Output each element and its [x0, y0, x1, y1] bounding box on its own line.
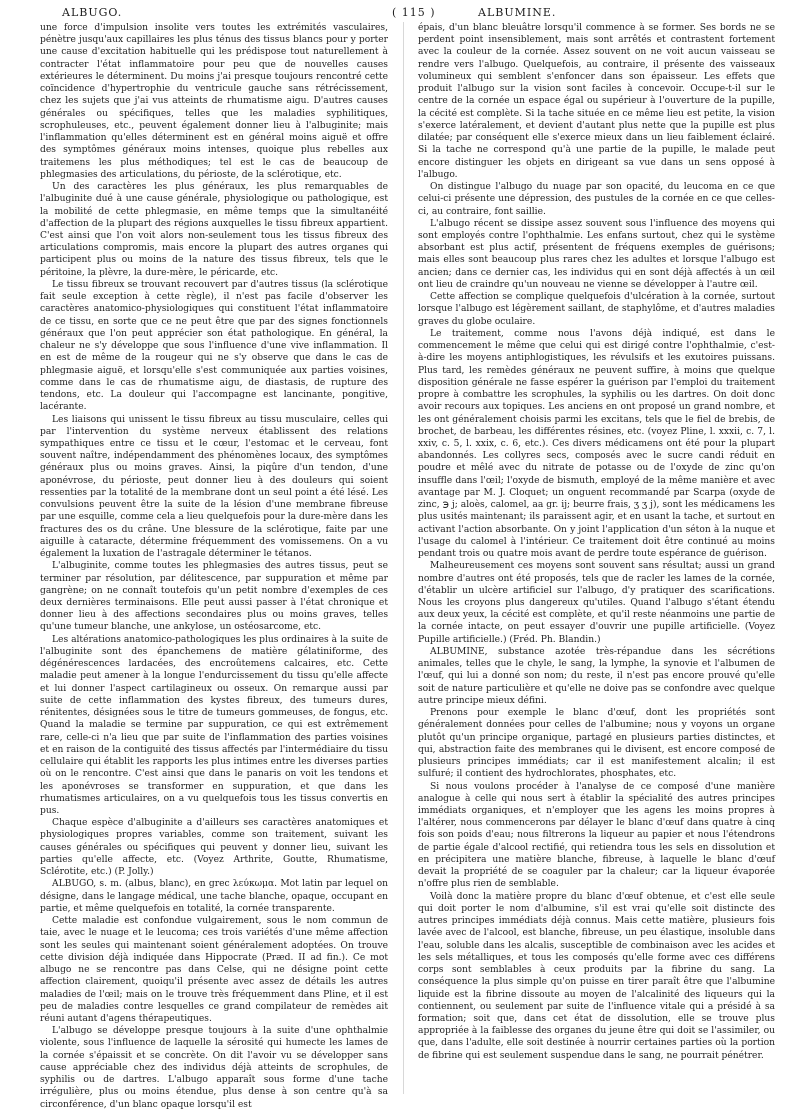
- header-right-title: ALBUMINE.: [478, 6, 557, 19]
- paragraph: Les liaisons qui unissent le tissu fibreux au tissu musculaire, celles qui par l'intervention du système nerveux établissent des relations sympathiques entre ce tissu et le cœur, l'estomac et le cerveau, font souvent naître, indépendamment des phénomènes locaux, des symptômes généraux plus ou moins graves. Ainsi, la piqûre d'un tendon, d'une aponévrose, du périoste, peut donner lieu à des douleurs qui soient ressenties par la totalité de la membrane dont un seul point a été lésé. Les convulsions peuvent être la suite de la lésion d'une membrane fibreuse par une esquille, comme cela a lieu quelquefois pour la dure-mère dans les fractures des os du crâne. Une blessure de la sclérotique, faite par une aiguille à cataracte, détermine fréquemment des vomissemens. On a vu également la luxation de l'astragale déterminer le tétanos.: [40, 414, 388, 560]
- paragraph: Cette maladie est confondue vulgairement, sous le nom commun de taie, avec le nuage et le leucoma; ces trois variétés d'une même affection sont les seules qui maintenant soient généralement adoptées. On trouve cette division déjà indiquée dans Hippocrate (Præd. II ad fin.). Ce mot albugo ne se rencontre pas dans Celse, qui ne désigne point cette affection clairement, quoiqu'il présente avec assez de détails les autres maladies de l'œil; mais on le trouve très fréquemment dans Pline, et il est peu de maladies contre lesquelles ce grand compilateur de remèdes ait réuni autant d'agens thérapeutiques.: [40, 916, 388, 1024]
- column-divider: [403, 22, 404, 1094]
- paragraph: L'albuginite, comme toutes les phlegmasies des autres tissus, peut se terminer par résolution, par délitescence, par suppuration et même par gangrène; on ne connaît toutefois qu'un petit nombre d'exemples de ces deux dernières terminaisons. Elle peut aussi passer à l'état chronique et donner lieu à des affections secondaires plus ou moins graves, telles qu'une tumeur blanche, une ankylose, un ostéosarcome, etc.: [40, 561, 388, 633]
- page-number: ( 115 ): [392, 6, 436, 19]
- paragraph: Voilà donc la matière propre du blanc d'œuf obtenue, et c'est elle seule qui doit porter le nom d'albumine, s'il est vrai qu'elle soit distincte des autres principes immédiats déjà connus. Mais cette matière, plusieurs fois lavée avec de l'alcool, est blanche, fibreuse, un peu élastique, insoluble dans l'eau, soluble dans les alcalis, susceptible de combinaison avec les acides et les sels métalliques, et tous les composés qu'elle forme avec ces différens corps sont semblables à ceux produits par la fibrine du sang. La conséquence la plus simple qu'on puisse en tirer paraît être que l'albumine liquide est la fibrine dissoute au moyen de l'alcalinité des liqueurs qui la contiennent, ou seulement par suite de l'influence vitale qui a présidé à sa formation; soit que, dans cet état de dissolution, elle se trouve plus appropriée à la faiblesse des organes du jeune être qui doit se l'assimiler, ou que, dans l'adulte, elle soit destinée à nourrir certaines parties où la portion de fibrine qui est seulement suspendue dans le sang, ne pourrait pénétrer.: [418, 891, 775, 1061]
- paragraph: Les altérations anatomico-pathologiques les plus ordinaires à la suite de l'albuginite sont des épanchemens de matière gélatiniforme, des dégénérescences lardacées, des encroûtemens calcaires, etc. Cette maladie peut amener à la longue l'endurcissement du tissu qu'elle affecte et lui donner l'aspect cartilagineux ou osseux. On remarque aussi par suite de cette inflammation des kystes fibreux, des tumeurs dures, rénitentes, désignées sous le titre de tumeurs gommeuses, de fongus, etc. Quand la maladie se termine par suppuration, ce qui est extrêmement rare, celle-ci n'a lieu que par suite de l'inflammation des parties voisines et en raison de la contiguité des tissus affectés par l'intermédiaire du tissu cellulaire qui établit les rapports les plus intimes entre les diverses parties où on le rencontre. C'est ainsi que dans le panaris on voit les tendons et les aponévroses se transformer en suppuration, et que dans les rhumatismes articulaires, on a vu quelquefois tous les tissus convertis en pus.: [40, 634, 388, 816]
- paragraph: Malheureusement ces moyens sont souvent sans résultat; aussi un grand nombre d'autres ont été proposés, tels que de racler les lames de la cornée, d'établir un ulcère artificiel sur l'albugo, d'y pratiquer des scarifications. Nous les croyons plus dangereux qu'utiles. Quand l'albugo s'étant étendu aux deux yeux, la cécité est complète, et qu'il reste néanmoins une partie de la cornée intacte, on peut essayer d'ouvrir une pupille artificielle. (Voyez Pupille artificielle.) (Fréd. Ph. Blandin.): [418, 561, 775, 645]
- paragraph: Un des caractères les plus généraux, les plus remarquables de l'albuginite dué à une cause générale, physiologique ou pathologique, est la mobilité de cette phlegmasie, en même temps que la simultanéité d'affection de la plupart des régions auxquelles le tissu fibreux appartient. C'est ainsi que l'on voit alors non-seulement tous les tissus fibreux des articulations compromis, mais encore la plupart des autres organes qui participent plus ou moins de la nature des tissus fibreux, tels que le péritoine, la plèvre, la dure-mère, le péricarde, etc.: [40, 182, 388, 278]
- left-column: [40, 22, 388, 1110]
- paragraph: Le tissu fibreux se trouvant recouvert par d'autres tissus (la sclérotique fait seule exception à cette règle), il n'est pas facile d'observer les caractères anatomico-physiologiques qui constituent l'état inflammatoire de ce tissu, en sorte que ce ne peut être que par des signes fonctionnels généraux que l'on peut apprécier son état pathologique. En général, la chaleur ne s'y développe que sous l'influence d'une vive inflammation. Il en est de même de la rougeur qui ne s'y observe que dans le cas de phlegmasie aiguë, et lorsqu'elle s'est communiquée aux parties voisines, comme dans le cas de rhumatisme aigu, de diastasis, de rupture des tendons, etc. La douleur qui l'accompagne est lancinante, pongitive, lacérante.: [40, 279, 388, 413]
- paragraph: épais, d'un blanc bleuâtre lorsqu'il commence à se former. Ses bords ne se perdent point insensiblement, mais sont arrêtés et contrastent fortement avec la couleur de la cornée. Assez souvent on ne voit aucun vaisseau se rendre vers l'albugo. Quelquefois, au contraire, il présente des vaisseaux volumineux qui semblent s'enfoncer dans son épaisseur. Les effets que produit l'albugo sur la vision sont faciles à concevoir. Occupe-t-il sur le centre de la cornée un espace égal ou supérieur à l'ouverture de la pupille, la cécité est complète. Si la tache située en ce même lieu est petite, la vision s'exerce latéralement, et devient d'autant plus nette que la pupille est plus dilatée; par conséquent elle s'exerce mieux dans un lieu faiblement éclairé. Si la tache ne correspond qu'à une partie de la pupille, le malade peut encore distinguer les objets en dirigeant sa vue dans un sens opposé à l'albugo.: [418, 23, 775, 180]
- paragraph: Prenons pour exemple le blanc d'œuf, dont les propriétés sont généralement données pour celles de l'albumine; nous y voyons un organe plutôt qu'un principe organique, partagé en plusieurs parties distinctes, et qui, abstraction faite des membranes qui le divisent, est encore composé de plusieurs principes immédiats; car il est manifestement alcalin; il est sulfuré; il contient des hydrochlorates, phosphates, etc.: [418, 708, 775, 780]
- paragraph: ALBUGO, s. m. (albus, blanc), en grec λεύκωμα. Mot latin par lequel on désigne, dans le langage médical, une tache blanche, opaque, occupant en partie, et même quelquefois en totalité, la cornée transparente.: [40, 879, 388, 914]
- paragraph: Si nous voulons procéder à l'analyse de ce composé d'une manière analogue à celle qui nous sert à établir la spécialité des autres principes immédiats organiques, et n'employer que les agens les moins propres à l'altérer, nous commencerons par délayer le blanc d'œuf dans quatre à cinq fois son poids d'eau; nous filtrerons la liqueur au papier et nous l'étendrons de partie égale d'alcool rectifié, qui retiendra tous les sels en dissolution et en précipitera une matière blanche, fibreuse, à laquelle le blanc d'œuf devait la propriété de se coaguler par la chaleur; car la liqueur évaporée n'offre plus rien de semblable.: [418, 781, 775, 890]
- paragraph: L'albugo se développe presque toujours à la suite d'une ophthalmie violente, sous l'influence de laquelle la sérosité qui humecte les lames de la cornée s'épaissit et se concrète. On dit l'avoir vu se développer sans cause appréciable chez des individus déjà atteints de scrophules, de syphilis ou de dartres. L'albugo apparaît sous forme d'une tache irrégulière, plus ou moins étendue, plus dense à son centre qu'à sa circonférence, d'un blanc opaque lorsqu'il est: [40, 1026, 388, 1110]
- paragraph: Chaque espèce d'albuginite a d'ailleurs ses caractères anatomiques et physiologiques propres variables, comme son traitement, suivant les causes générales ou spécifiques qui peuvent y donner lieu, suivant les parties qu'elle affecte, etc. (Voyez Arthrite, Goutte, Rhumatisme, Sclérotite, etc.) (P. Jolly.): [40, 818, 388, 878]
- right-column: [418, 22, 775, 1094]
- paragraph: Cette affection se complique quelquefois d'ulcération à la cornée, surtout lorsque l'albugo est légèrement saillant, de staphylôme, et d'autres maladies graves du globe oculaire.: [418, 292, 775, 327]
- paragraph: ALBUMINE, substance azotée très-répandue dans les sécrétions animales, telles que le chyle, le sang, la lymphe, la synovie et l'albumen de l'œuf, qui lui a donné son nom; du reste, il n'est pas encore prouvé qu'elle soit de nature particulière et qu'elle ne doive pas se confondre avec quelque autre principe mieux défini.: [418, 646, 775, 706]
- running-header: [40, 6, 780, 22]
- paragraph: On distingue l'albugo du nuage par son opacité, du leucoma en ce que celui-ci présente une dépression, des pustules de la cornée en ce que celles-ci, au contraire, font saillie.: [418, 182, 775, 217]
- paragraph: Le traitement, comme nous l'avons déjà indiqué, est dans le commencement le même que celui qui est dirigé contre l'ophthalmie, c'est-à-dire les moyens antiphlogistiques, les révulsifs et les exutoires puissans. Plus tard, les remèdes généraux ne peuvent suffire, à moins que quelque disposition générale ne fasse espérer la guérison par l'emploi du traitement propre à combattre les scrophules, la syphilis ou les dartres. On doit donc avoir recours aux topiques. Les anciens en ont proposé un grand nombre, et les ont généralement choisis parmi les excitans, tels que le fiel de brebis, de brochet, de barbeau, les différentes résines, etc. (voyez Pline, l. xxxii, c. 7, l. xxiv, c. 5, l. xxix, c. 6, etc.). Ces divers médicamens ont été pour la plupart abandonnés. Les collyres secs, composés avec le sucre candi réduit en poudre et mêlé avec du nitrate de potasse ou de l'oxyde de zinc qu'on insuffle dans l'œil; l'oxyde de bismuth, employé de la même manière et avec avantage par M. J. Cloquet; un onguent recommandé par Scarpa (oxyde de zinc, ℈ j; aloès, calomel, aa gr. ij; beurre frais, ʒ ʒ j), sont les médicamens les plus usités maintenant; ils paraissent agir, et en usant la tache, et surtout en activant l'action absorbante. On y joint l'application d'un séton à la nuque et l'usage du calomel à l'intérieur. Ce traitement doit être continué au moins pendant trois ou quatre mois avant de perdre toute espérance de guérison.: [418, 328, 775, 560]
- header-left-title: ALBUGO.: [62, 6, 123, 19]
- paragraph: L'albugo récent se dissipe assez souvent sous l'influence des moyens qui sont employés contre l'ophthalmie. Les enfans surtout, chez qui le système absorbant est plus actif, présentent de fréquens exemples de guérisons; mais elles sont beaucoup plus rares chez les adultes et lorsque l'albugo est ancien; dans ce dernier cas, les individus qui en sont déjà affectés à un œil ont lieu de craindre qu'un nouveau ne vienne se développer à l'autre œil.: [418, 218, 775, 290]
- paragraph: une force d'impulsion insolite vers toutes les extrémités vasculaires, pénètre jusqu'aux capillaires les plus ténus des tissus blancs pour y porter une cause d'excitation habituelle qui les prédispose tout naturellement à contracter l'état inflammatoire pour peu que de nouvelles causes extérieures le déterminent. Du moins j'ai presque toujours rencontré cette coïncidence d'hypertrophie du ventricule gauche sans rétrécissement, chez les sujets que j'ai vus atteints de rhumatisme aigu. D'autres causes générales ou spécifiques, telles que les maladies syphilitiques, scrophuleuses, etc., peuvent également donner lieu à l'albuginite; mais l'inflammation qu'elles déterminent est en général moins aiguë et offre des symptômes généraux moins intenses, quoique plus rebelles aux traitemens les plus méthodiques; tel est le cas de beaucoup de phlegmasies des articulations, du périoste, de la sclérotique, etc.: [40, 23, 388, 180]
